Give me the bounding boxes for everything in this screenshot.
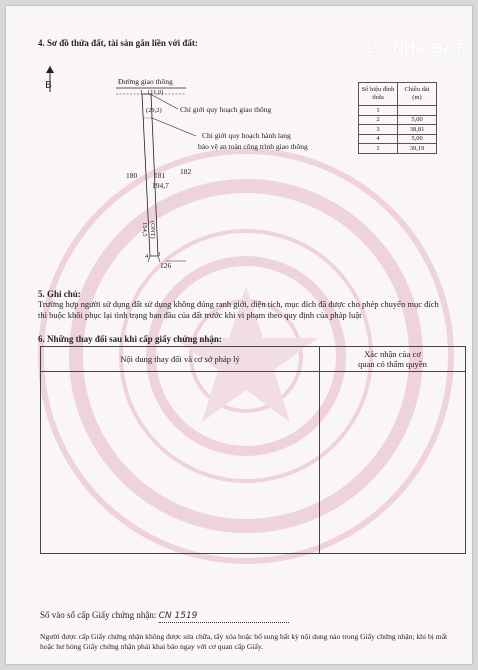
point-cell: 2 (359, 115, 398, 125)
length-cell (398, 106, 437, 116)
corridor-label-1: Chỉ giới quy hoạch hành lang (202, 131, 291, 140)
changes-content-cell (41, 372, 320, 554)
planning-boundary-label: Chỉ giới quy hoạch giao thông (180, 105, 272, 114)
main-parcel-number: 181 (154, 171, 166, 180)
register-label: Số vào sổ cấp Giấy chứng nhận: (40, 610, 157, 620)
section-5-text: Trường hợp người sử dụng đất sử dụng không đúng ranh giới, diện tích, mục đích đã được cho phép chuyển mục đích thì buộc khôi phục lại tình trạng ban đầu của đất trước khi vi phạm theo quy định của pháp luật (38, 299, 439, 320)
point-cell: 4 (359, 134, 398, 144)
col-point-header: Số hiệu đỉnh thửa (359, 83, 398, 106)
footer-note: Người được cấp Giấy chứng nhận không được sửa chữa, tẩy xóa hoặc bổ sung bất kỳ nội dung nào trong Giấy chứng nhận; khi bị mất hoặc hư hỏng Giấy chứng nhận phải khai báo ngay với cơ quan cấp Giấy. (40, 632, 448, 651)
corner-4: 4 (145, 253, 149, 260)
section-4-title: 4. Sơ đồ thửa đất, tài sản gắn liền với đất: (38, 38, 198, 48)
confirmation-line-1: Xác nhận của cơ (364, 349, 421, 359)
north-arrow-icon (44, 66, 56, 92)
changes-table (40, 346, 466, 554)
point-cell: 1 (359, 144, 398, 154)
register-number: CN 1519 (158, 611, 198, 621)
land-area: 154,5 (141, 222, 148, 237)
point-cell: 3 (359, 125, 398, 135)
corner-3: 3 (157, 251, 161, 258)
changes-col-content: Nội dung thay đổi và cơ sở pháp lý (41, 347, 320, 372)
parcel-sketch (106, 66, 366, 276)
logo-brand: ALO NHÀ ĐẤT (355, 40, 464, 57)
length-cell: 38,81 (398, 125, 437, 135)
length-cell: 5,00 (398, 134, 437, 144)
right-parcel-number: 182 (180, 167, 192, 176)
certificate-page (6, 6, 472, 664)
alo-nha-dat-logo (355, 40, 464, 67)
confirmation-line-2: quan có thẩm quyền (358, 359, 427, 369)
corridor-label-2: bảo vệ an toàn công trình giao thông (198, 142, 308, 151)
inner-width: (29,2) (146, 107, 162, 114)
land-type: (ONT) (149, 221, 156, 239)
section-5-title: 5. Ghi chú: (38, 289, 81, 299)
logo-sub: .com.vn (432, 57, 464, 67)
svg-text:B: B (45, 80, 52, 91)
corner-1: 1 (140, 89, 144, 96)
changes-col-confirmation (320, 347, 466, 372)
length-cell: 5,00 (398, 115, 437, 125)
bottom-parcel-number: 126 (160, 261, 172, 270)
road-label: Đường giao thông (118, 77, 173, 86)
register-line (40, 610, 289, 623)
section-6-title: 6. Những thay đổi sau khi cấp giấy chứng nhận: (38, 334, 222, 344)
length-cell: 39,19 (398, 144, 437, 154)
register-field (159, 610, 289, 623)
main-parcel-area: 194,7 (152, 181, 169, 190)
left-parcel-number: 180 (126, 171, 138, 180)
point-cell: 1 (359, 106, 398, 116)
top-width: (11,0) (148, 89, 164, 96)
dimension-table (358, 82, 437, 154)
changes-confirmation-cell (320, 372, 466, 554)
col-length-header: Chiều dài (m) (398, 83, 437, 106)
